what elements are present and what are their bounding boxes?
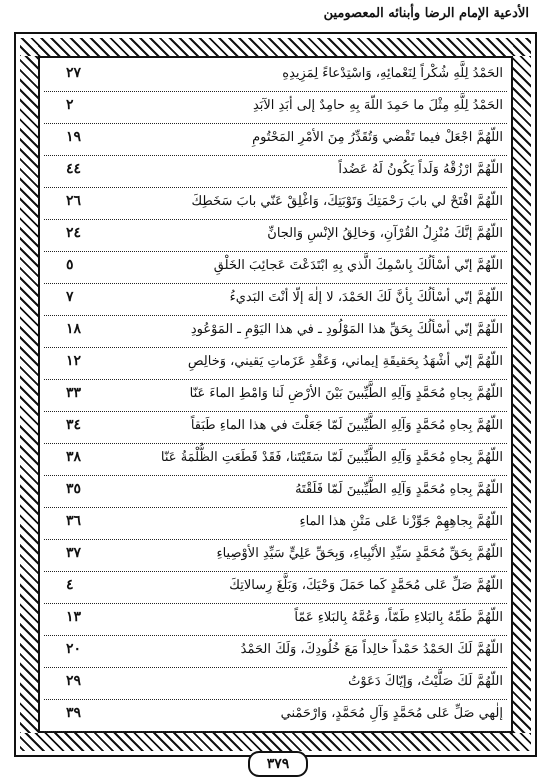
prayer-number: ١٣ bbox=[66, 609, 82, 625]
index-row bbox=[44, 348, 507, 380]
prayer-title: اللّهُمَّ إنَّكَ مُنْزِلُ القُرْآنِ، وَخالِقُ الإنْسِ وَالجانِّ bbox=[267, 226, 503, 241]
prayer-number: ٤٤ bbox=[66, 161, 82, 177]
prayer-number: ٢٩ bbox=[66, 673, 82, 689]
prayer-title: اللّهُمَّ بِجاهِ مُحَمَّدٍ وَآلِهِ الطَّيِّبينَ لَمّا سَقَيْتَنا، فَقَدْ قَطَعَتِ الظُّلْمَةُ عَنّا bbox=[160, 450, 503, 465]
index-row bbox=[44, 540, 507, 572]
prayer-title: اللّهُمَّ إنّي أشْهَدُ بِحَقيقَةِ إيماني، وَعَقْدِ عَزَماتِ يَقيني، وَخالِصِ bbox=[187, 354, 503, 369]
index-table bbox=[44, 60, 507, 732]
prayer-number: ٣٦ bbox=[66, 513, 82, 529]
prayer-number: ٣٩ bbox=[66, 705, 82, 721]
prayer-title: اللّهُمَّ إنّي أسْألُكَ بِحَقِّ هذا المَوْلُودِ ـ في هذا اليَوْمِ ـ المَوْعُودِ bbox=[190, 322, 503, 337]
prayer-number: ١٨ bbox=[66, 321, 82, 337]
prayer-number: ٧ bbox=[66, 289, 74, 305]
index-row bbox=[44, 700, 507, 732]
prayer-number: ٢٧ bbox=[66, 65, 82, 81]
prayer-title: اللّهُمَّ صَلِّ عَلى مُحَمَّدٍ كَما حَمَلَ وَحْيَكَ، وَبَلَّغَ رِسالاتِكَ bbox=[229, 578, 503, 593]
index-row bbox=[44, 124, 507, 156]
index-row bbox=[44, 316, 507, 348]
prayer-title: اللّهُمَّ بِجاهِ مُحَمَّدٍ وَآلِهِ الطَّيِّبينَ لَمّا فَلَقْتَهُ bbox=[295, 482, 503, 497]
index-row bbox=[44, 380, 507, 412]
page-number: ٣٧٩ bbox=[248, 751, 308, 777]
prayer-number: ٣٤ bbox=[66, 417, 82, 433]
index-row bbox=[44, 668, 507, 700]
index-row bbox=[44, 636, 507, 668]
prayer-title: اللّهُمَّ إنّي أسْألُكَ بِأنَّ لَكَ الحَمْدَ، لا إلٰهَ إلّا أنْتَ البَديءُ bbox=[229, 290, 503, 305]
prayer-number: ١٢ bbox=[66, 353, 82, 369]
prayer-title: اللّهُمَّ لَكَ الحَمْدُ حَمْداً خالِداً مَعَ خُلُودِكَ، وَلَكَ الحَمْدُ bbox=[240, 642, 503, 657]
prayer-title: اللّهُمَّ طَمِّهُ بِالبَلاءِ طَمّاً، وَعُمَّهُ بِالبَلاءِ عَمّاً bbox=[294, 610, 503, 625]
index-row bbox=[44, 508, 507, 540]
prayer-title: اللّهُمَّ اجْعَلْ فيما تَقْضي وَتُقَدِّرُ مِنَ الأمْرِ المَحْتُومِ bbox=[252, 130, 503, 145]
index-row bbox=[44, 284, 507, 316]
index-row bbox=[44, 476, 507, 508]
prayer-title: اللّهُمَّ ارْزُقْهُ وَلَداً يَكُونُ لَهُ عَضُداً bbox=[338, 162, 503, 177]
index-row bbox=[44, 572, 507, 604]
prayer-number: ١٩ bbox=[66, 129, 82, 145]
prayer-number: ٣٥ bbox=[66, 481, 82, 497]
prayer-title: اللّهُمَّ بِجاهِ مُحَمَّدٍ وَآلِهِ الطَّيِّبينَ بَيْنَ الأرْضِ لَنا وَامْطِ الماءَ عَنّا bbox=[189, 386, 503, 401]
prayer-title: اللّهُمَّ بِجاهِهِمْ جَوِّزْنا عَلى مَتْنِ هذا الماءِ bbox=[299, 514, 503, 529]
prayer-number: ٢٦ bbox=[66, 193, 82, 209]
prayer-number: ٢٤ bbox=[66, 225, 82, 241]
prayer-title: الحَمْدُ لِلَّهِ شُكْراً لِنَعْمائِهِ، وَاسْتِدْعاءً لِمَزِيدِهِ bbox=[282, 66, 503, 81]
prayer-title: الحَمْدُ لِلَّهِ مِثْلَ ما حَمِدَ اللّهَ بِهِ حامِدٌ إلى أبَدِ الآبَدِ bbox=[252, 98, 503, 113]
prayer-number: ٥ bbox=[66, 257, 74, 273]
prayer-title: اللّهُمَّ افْتَحْ لي بابَ رَحْمَتِكَ وَتَوْبَتِكَ، وَاغْلِقْ عَنّي بابَ سَخَطِكَ bbox=[191, 194, 503, 209]
prayer-title: اللّهُمَّ إنّي أسْألُكَ بِاسْمِكَ الَّذي بِهِ ابْتَدَعْتَ عَجائِبَ الخَلْقِ bbox=[213, 258, 503, 273]
index-row bbox=[44, 92, 507, 124]
index-row bbox=[44, 220, 507, 252]
prayer-number: ٤ bbox=[66, 577, 74, 593]
prayer-number: ٢٠ bbox=[66, 641, 82, 657]
index-row bbox=[44, 604, 507, 636]
index-row bbox=[44, 444, 507, 476]
prayer-title: اللّهُمَّ لَكَ صَلَّيْتُ، وَإيّاكَ دَعَوْتُ bbox=[348, 674, 503, 689]
index-row bbox=[44, 60, 507, 92]
prayer-number: ٣٧ bbox=[66, 545, 82, 561]
index-row bbox=[44, 252, 507, 284]
index-row bbox=[44, 188, 507, 220]
prayer-number: ٣٨ bbox=[66, 449, 82, 465]
prayer-title: اللّهُمَّ بِجاهِ مُحَمَّدٍ وَآلِهِ الطَّيِّبينَ لَمّا جَعَلْتَ في هذا الماءِ طَبَقاً bbox=[190, 418, 503, 433]
index-row bbox=[44, 412, 507, 444]
index-row bbox=[44, 156, 507, 188]
prayer-number: ٢ bbox=[66, 97, 74, 113]
prayer-number: ٣٣ bbox=[66, 385, 82, 401]
page-header-title: الأدعية الإمام الرضا وأبنائه المعصومين bbox=[323, 6, 529, 21]
prayer-title: إلٰهي صَلِّ عَلى مُحَمَّدٍ وَآلِ مُحَمَّدٍ، وَارْحَمْني bbox=[280, 706, 503, 721]
prayer-title: اللّهُمَّ بِحَقِّ مُحَمَّدٍ سَيِّدِ الأنْبِياءِ، وَبِحَقِّ عَلِيٍّ سَيِّدِ الأوْصِياءِ bbox=[216, 546, 503, 561]
